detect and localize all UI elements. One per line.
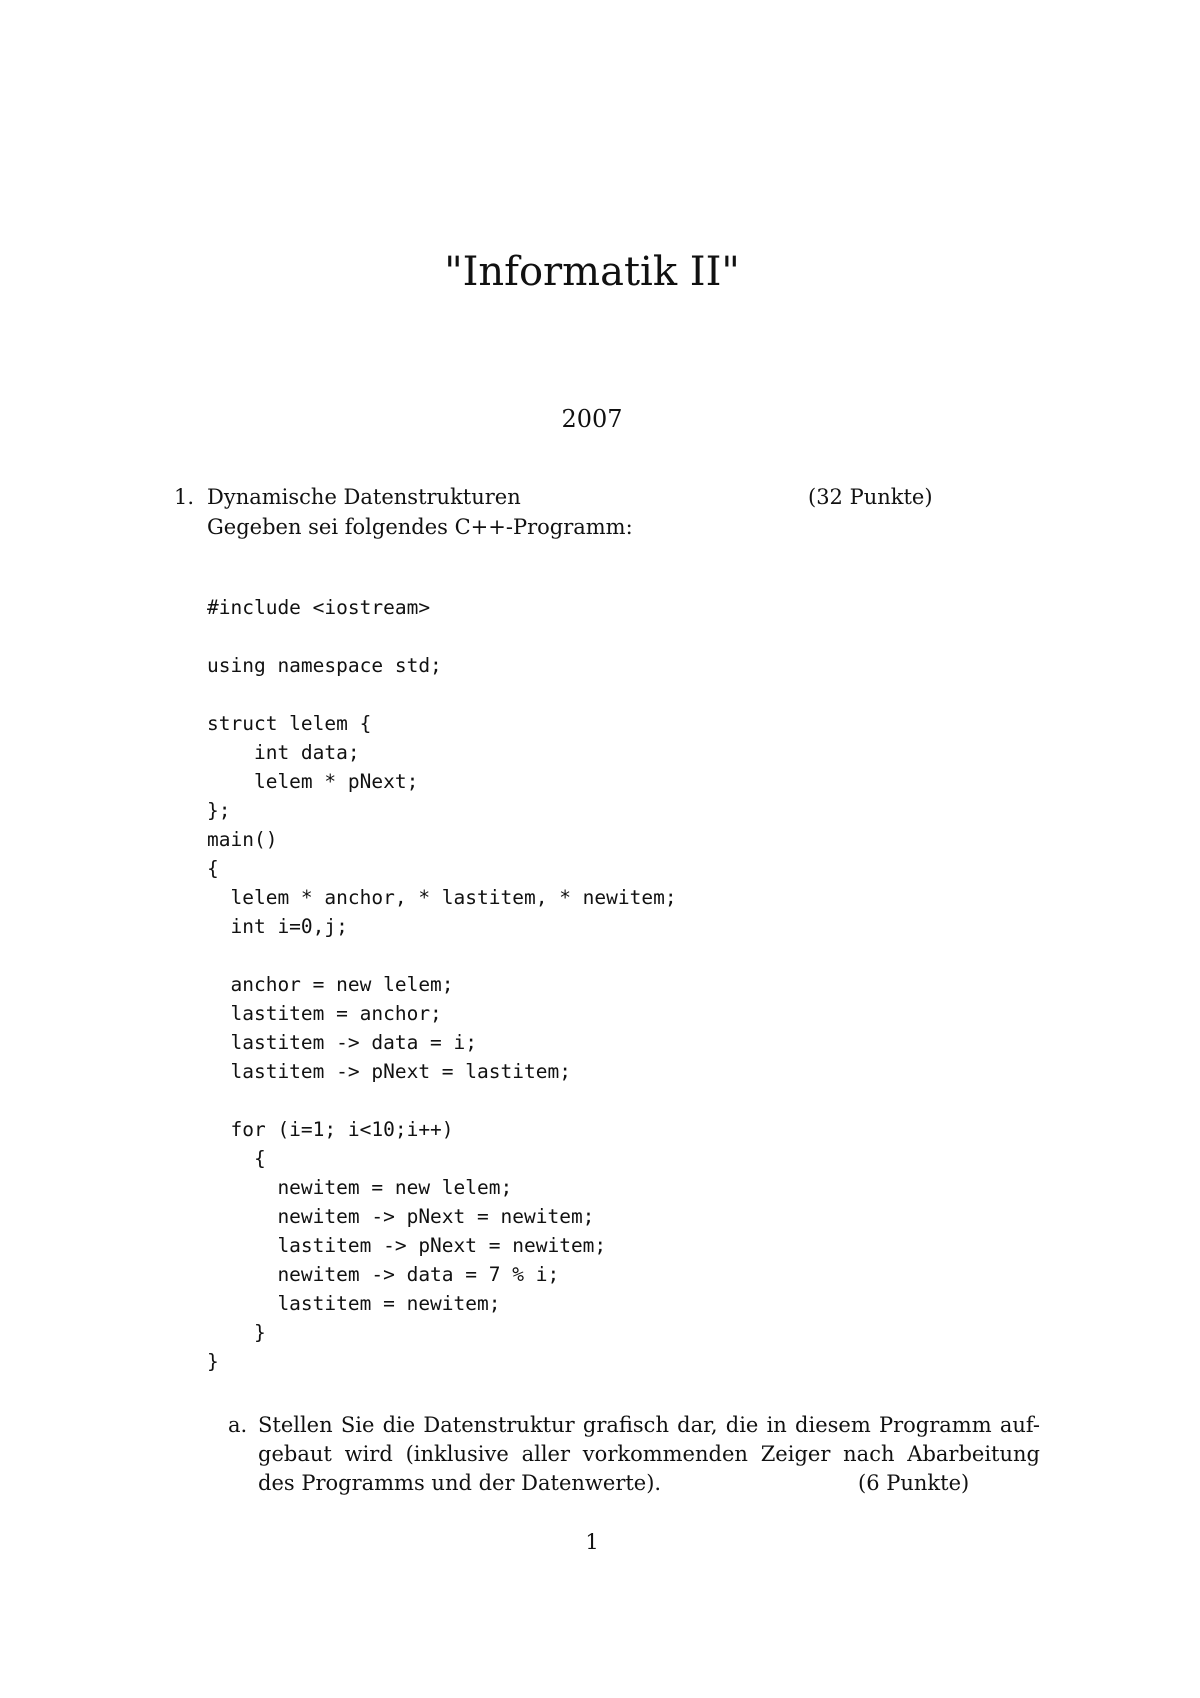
subtask-a-points: (6 Punkte) xyxy=(858,1471,970,1495)
code-line: int data; xyxy=(207,741,360,764)
code-line: lastitem -> pNext = newitem; xyxy=(207,1234,607,1257)
code-listing xyxy=(207,593,677,1376)
code-line: for (i=1; i<10;i++) xyxy=(207,1118,454,1141)
code-line: } xyxy=(207,1350,219,1373)
code-line: lastitem = anchor; xyxy=(207,1002,442,1025)
code-line: using namespace std; xyxy=(207,654,442,677)
code-line: lelem * anchor, * lastitem, * newitem; xyxy=(207,886,677,909)
code-line: newitem -> pNext = newitem; xyxy=(207,1205,595,1228)
question-heading: Dynamische Datenstrukturen xyxy=(207,485,521,509)
question-number: 1. xyxy=(174,485,195,509)
document-year: 2007 xyxy=(561,405,623,433)
code-line: main() xyxy=(207,828,278,851)
page-number: 1 xyxy=(585,1530,599,1554)
question-intro: Gegeben sei folgendes C++-Programm: xyxy=(207,515,633,539)
code-line xyxy=(207,941,677,970)
code-line xyxy=(207,622,677,651)
code-line: lelem * pNext; xyxy=(207,770,419,793)
code-line xyxy=(207,1086,677,1115)
code-line: { xyxy=(207,1147,266,1170)
code-line: newitem = new lelem; xyxy=(207,1176,513,1199)
code-line: }; xyxy=(207,799,231,822)
code-line: anchor = new lelem; xyxy=(207,973,454,996)
code-line: lastitem -> pNext = lastitem; xyxy=(207,1060,571,1083)
code-line: int i=0,j; xyxy=(207,915,348,938)
subtask-a-body: Stellen Sie die Datenstruktur grafisch dar, die in diesem Programm auf- gebaut wird (inklusive aller vorkommenden Zeiger nach Abarbeitung des Programms und der Datenwerte). xyxy=(258,1413,1040,1495)
code-line xyxy=(207,680,677,709)
code-line: struct lelem { xyxy=(207,712,372,735)
question-points: (32 Punkte) xyxy=(808,485,933,509)
code-line: } xyxy=(207,1321,266,1344)
code-line: lastitem -> data = i; xyxy=(207,1031,478,1054)
code-line: lastitem = newitem; xyxy=(207,1292,501,1315)
document-title: "Informatik II" xyxy=(444,249,740,295)
code-line: { xyxy=(207,857,219,880)
code-line: #include <iostream> xyxy=(207,596,431,619)
subtask-a-label: a. xyxy=(228,1413,248,1437)
code-line: newitem -> data = 7 % i; xyxy=(207,1263,560,1286)
